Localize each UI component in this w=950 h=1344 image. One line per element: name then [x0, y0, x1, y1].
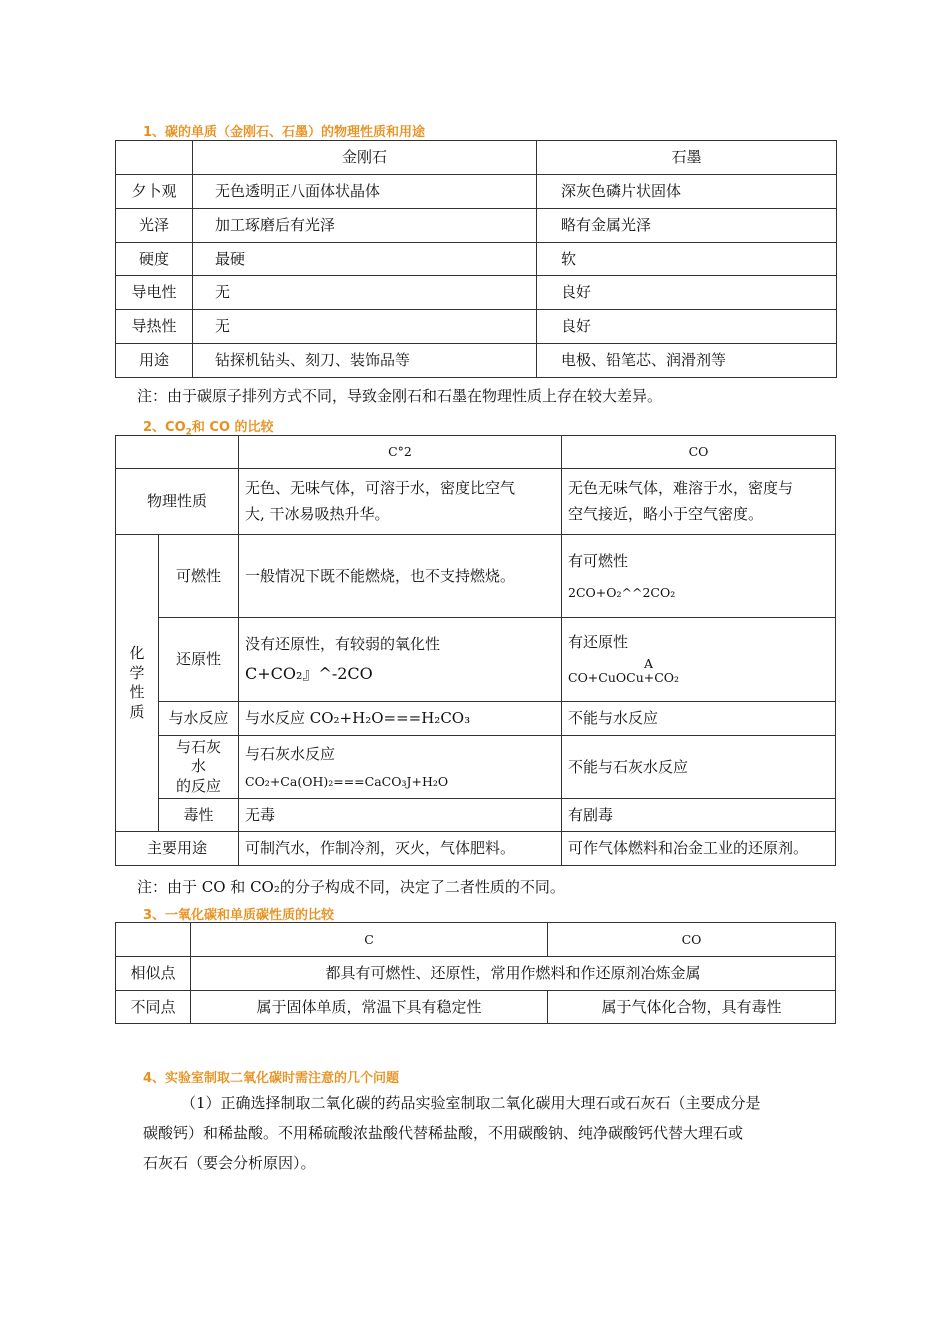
lime-label-line2: 水 [190, 757, 206, 776]
section1-heading: 1、碳的单质（金刚石、石墨）的物理性质和用途 [143, 125, 426, 140]
diamond-cell: 无 [193, 276, 537, 310]
table-row [116, 469, 836, 535]
row-label: 夕卜观 [116, 175, 193, 209]
row-label: 用途 [116, 344, 193, 378]
table-row [116, 209, 837, 243]
lime-co2 [239, 736, 562, 799]
similar-text: 都具有可燃性、还原性，常用作燃料和作还原剂冶炼金属 [191, 957, 836, 991]
toxic-co2: 无毒 [239, 799, 562, 832]
reduce-co [562, 618, 836, 702]
use-label: 主要用途 [116, 832, 239, 866]
toxic-label: 毒性 [159, 799, 239, 832]
reduce-co-equation: CO+CuOCu+CO₂ [568, 670, 680, 686]
table-row [116, 175, 837, 209]
lime-co2-equation: CO₂+Ca(OH)₂===CaCO₃J+H₂O [245, 773, 449, 789]
carbon-co-table [115, 922, 836, 1024]
table-row [116, 535, 836, 618]
physical-co-line1: 无色无味气体，难溶于水，密度与 [568, 479, 794, 497]
chemical-label-char: 学 [129, 663, 145, 682]
table-row [116, 736, 836, 799]
row-label: 光泽 [116, 209, 193, 243]
header-co2: C°2 [239, 436, 562, 469]
physical-co2-line2: 大, 干冰易吸热升华。 [245, 504, 390, 523]
table-row [116, 832, 836, 866]
row-label: 导电性 [116, 276, 193, 310]
physical-co-line2: 空气接近，略小于空气密度。 [568, 504, 764, 523]
graphite-cell: 良好 [537, 310, 837, 344]
header-empty [116, 141, 193, 175]
combust-co-equation: 2CO+O₂^^2CO₂ [568, 584, 676, 600]
co2-co-table [115, 435, 836, 866]
row-label: 硬度 [116, 243, 193, 276]
combust-co [562, 535, 836, 618]
use-co2: 可制汽水，作制冷剂，灭火，气体肥料。 [239, 832, 562, 866]
combust-co2: 一般情况下既不能燃烧，也不支持燃烧。 [239, 535, 562, 618]
diff-label: 不同点 [116, 991, 191, 1024]
physical-label: 物理性质 [116, 469, 239, 535]
lime-co2-line1: 与石灰水反应 [245, 744, 336, 763]
paragraph-line: 碳酸钙）和稀盐酸。不用稀硫酸浓盐酸代替稀盐酸，不用碳酸钠、纯净碳酸钙代替大理石或 [143, 1124, 744, 1142]
paragraph-line: （1）正确选择制取二氧化碳的药品实验室制取二氧化碳用大理石或石灰石（主要成分是 [181, 1094, 761, 1112]
chemical-label-char: 质 [129, 702, 145, 721]
section2-note: 注：由于 CO 和 CO₂的分子构成不同，决定了二者性质的不同。 [137, 878, 565, 896]
reduce-co2-equation: C+CO₂』^-2CO [245, 663, 373, 683]
diamond-cell: 钻探机钻头、刻刀、装饰品等 [193, 344, 537, 378]
diamond-cell: 无 [193, 310, 537, 344]
physical-co2 [239, 469, 562, 535]
graphite-cell: 软 [537, 243, 837, 276]
water-co: 不能与水反应 [562, 702, 836, 736]
reduce-co-line1: 有还原性 [568, 633, 629, 652]
section1-note: 注：由于碳原子排列方式不同，导致金刚石和石墨在物理性质上存在较大差异。 [137, 387, 663, 405]
diamond-cell: 加工琢磨后有光泽 [193, 209, 537, 243]
lime-co: 不能与石灰水反应 [562, 736, 836, 799]
use-co: 可作气体燃料和冶金工业的还原剂。 [562, 832, 836, 866]
section4-heading: 4、实验室制取二氧化碳时需注意的几个问题 [143, 1071, 400, 1086]
section2-heading-pre: 2、CO [143, 420, 186, 435]
graphite-cell: 深灰色磷片状固体 [537, 175, 837, 209]
table-row [116, 344, 837, 378]
section2-heading-sub: 2 [185, 427, 192, 438]
carbon-allotrope-table [115, 140, 837, 378]
header-diamond: 金刚石 [193, 141, 537, 175]
reduce-co-condition: A [644, 655, 654, 671]
reduce-co2 [239, 618, 562, 702]
table-row [116, 618, 836, 702]
combust-co-line1: 有可燃性 [568, 551, 629, 570]
similar-label: 相似点 [116, 957, 191, 991]
chemical-label [116, 535, 159, 832]
row-label: 导热性 [116, 310, 193, 344]
water-label: 与水反应 [159, 702, 239, 736]
table-row [116, 310, 837, 344]
table-row [116, 702, 836, 736]
graphite-cell: 电极、铅笔芯、润滑剂等 [537, 344, 837, 378]
section3-heading: 3、一氧化碳和单质碳性质的比较 [143, 908, 335, 923]
paragraph-line: 石灰石（要会分析原因）。 [143, 1154, 316, 1172]
reduce-co2-line1: 没有还原性，有较弱的氧化性 [245, 635, 441, 654]
physical-co [562, 469, 836, 535]
table-row [116, 991, 836, 1024]
water-co2: 与水反应 CO₂+H₂O===H₂CO₃ [239, 702, 562, 736]
lime-label-line1: 与石灰 [175, 737, 221, 756]
header-graphite: 石墨 [537, 141, 837, 175]
lime-label-line3: 的反应 [175, 776, 221, 795]
combust-label: 可燃性 [159, 535, 239, 618]
table-row [116, 243, 837, 276]
lime-label [159, 736, 239, 799]
section4-paragraph [143, 1088, 833, 1178]
diamond-cell: 最硬 [193, 243, 537, 276]
header-empty [116, 923, 191, 957]
table-row [116, 799, 836, 832]
header-co: CO [548, 923, 836, 957]
graphite-cell: 略有金属光泽 [537, 209, 837, 243]
toxic-co: 有剧毒 [562, 799, 836, 832]
header-c: C [191, 923, 548, 957]
graphite-cell: 良好 [537, 276, 837, 310]
table-row [116, 276, 837, 310]
diff-co: 属于气体化合物，具有毒性 [548, 991, 836, 1024]
header-co: CO [562, 436, 836, 469]
table-row [116, 957, 836, 991]
diamond-cell: 无色透明正八面体状晶体 [193, 175, 537, 209]
header-empty [116, 436, 239, 469]
diff-c: 属于固体单质，常温下具有稳定性 [191, 991, 548, 1024]
reduce-label: 还原性 [159, 618, 239, 702]
physical-co2-line1: 无色、无味气体，可溶于水，密度比空气 [245, 479, 516, 497]
chemical-label-char: 化 [129, 644, 145, 662]
chemical-label-char: 性 [129, 683, 145, 701]
section2-heading-post: 和 CO 的比较 [191, 420, 274, 435]
